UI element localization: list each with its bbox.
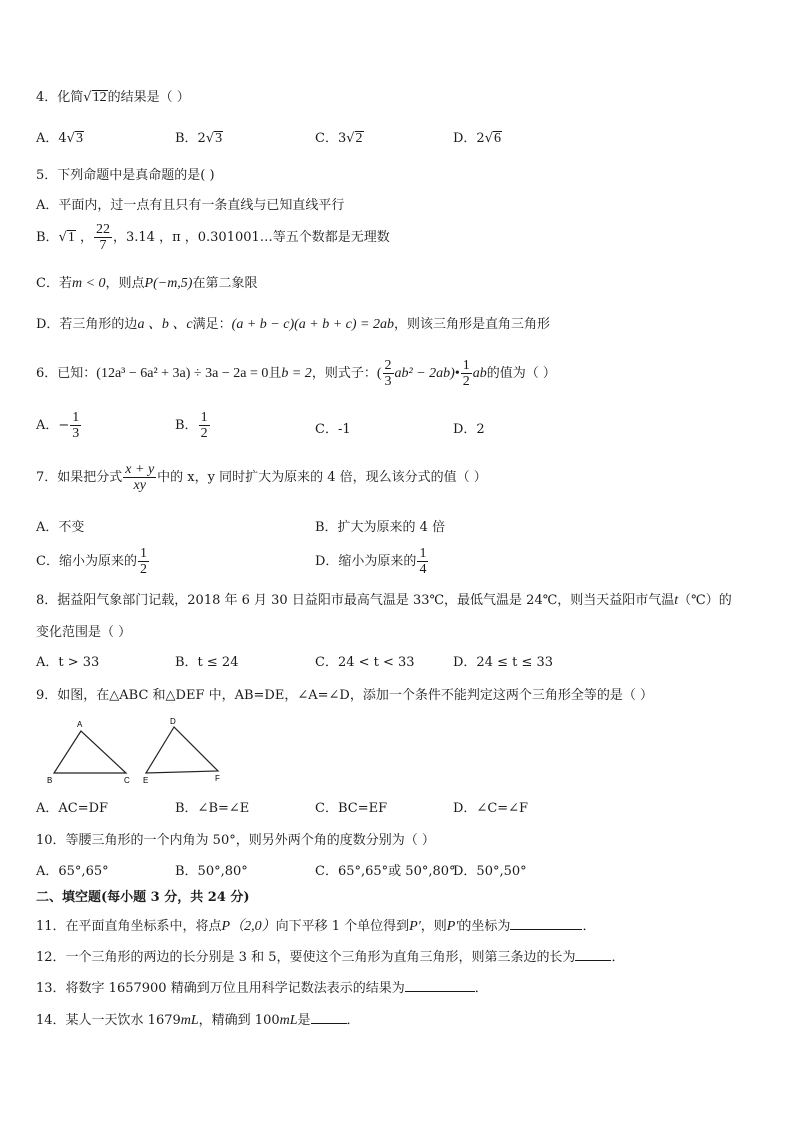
question-12: 12．一个三角形的两边的长分别是 3 和 5，要使这个三角形为直角三角形，则第三条边的长为 ．	[36, 950, 625, 965]
radical-sign: √	[83, 90, 92, 105]
vertex-label-f: F	[215, 774, 220, 783]
q4-text-end: 的结果是（ ）	[107, 90, 190, 105]
q8-option-c: C．24 < t < 33	[315, 655, 415, 670]
question-5-stem: 5．下列命题中是真命题的是( )	[36, 168, 215, 183]
question-14: 14．某人一天饮水 1679mL，精确到 100mL是 ．	[36, 1013, 360, 1028]
q5-option-c: C．若m < 0，则点P(−m,5)在第二象限	[36, 276, 258, 291]
q4-option-c: C．3√2	[315, 131, 363, 146]
q5-option-a: A．平面内，过一点有且只有一条直线与已知直线平行	[36, 198, 345, 213]
q5-option-b: B．√1 ， $\frac{22}{7}$ ，3.14 ，π ，0.301001…等五个数都是无理数	[36, 222, 390, 253]
question-10-stem: 10．等腰三角形的一个内角为 50°，则另外两个角的度数分别为（ ）	[36, 833, 435, 848]
triangle-def	[146, 727, 218, 773]
q7-option-a: A．不变	[36, 520, 85, 535]
question-8-stem: 8．据益阳气象部门记载，2018 年 6 月 30 日益阳市最高气温是 33℃，最低气温是 24℃，则当天益阳市气温t（℃）的	[36, 593, 732, 608]
answer-blank[interactable]	[311, 1011, 347, 1024]
q4-option-a: A．4√3	[36, 131, 83, 146]
q9-option-c: C．BC=EF	[315, 801, 388, 816]
question-9-stem: 9．如图，在△ABC 和△DEF 中，AB=DE，∠A=∠D，添加一个条件不能判定这两个三角形全等的是（ ）	[36, 688, 653, 703]
q8-option-a: A．t > 33	[36, 655, 100, 670]
q8-option-b: B．t ≤ 24	[175, 655, 239, 670]
q9-option-a: A．AC=DF	[36, 801, 109, 816]
vertex-label-d: D	[170, 717, 176, 726]
q7-option-d: D．缩小为原来的 $\frac{1}{4}$	[315, 546, 427, 577]
question-8-stem-line2: 变化范围是（ ）	[36, 625, 132, 640]
fraction: $\frac{x + y}{xy}$	[125, 462, 155, 493]
q4-option-b: B．2√3	[175, 131, 223, 146]
question-11: 11．在平面直角坐标系中，将点P（2,0）向下平移 1 个单位得到P′，则P′的坐标为 ．	[36, 919, 596, 934]
section-heading-fill-in: 二、填空题(每小题 3 分，共 24 分)	[36, 890, 250, 905]
two-triangles-figure	[44, 717, 234, 789]
question-4-stem	[36, 90, 190, 106]
vertex-label-a: A	[77, 720, 83, 729]
q5-option-d: D．若三角形的边a 、b 、c满足：(a + b − c)(a + b + c) = 2ab，则该三角形是直角三角形	[36, 317, 550, 332]
q4-text: 4．化简	[36, 90, 84, 105]
q6-option-a: A．− $\frac{1}{3}$	[36, 410, 80, 441]
vertex-label-e: E	[143, 776, 149, 785]
q4-radicand: 12	[92, 90, 107, 105]
fraction: $\frac{22}{7}$	[96, 222, 110, 253]
answer-blank[interactable]	[575, 948, 611, 961]
q9-option-d: D．∠C=∠F	[453, 801, 529, 816]
q10-option-b: B．50°,80°	[175, 864, 248, 879]
answer-blank[interactable]	[405, 979, 475, 992]
q6-option-c: C．-1	[315, 422, 351, 437]
triangle-abc	[54, 731, 126, 773]
q6-option-b: B． $\frac{1}{2}$	[175, 410, 208, 441]
question-13: 13．将数字 1657900 精确到万位且用科学记数法表示的结果为 ．	[36, 981, 488, 996]
fraction: $\frac{2}{3}$	[384, 358, 392, 389]
question-7-stem: 7．如果把分式 $\frac{x + y}{xy}$ 中的 x，y 同时扩大为原来的 4 倍，现么该分式的值（ ）	[36, 462, 487, 493]
q6-option-d: D．2	[453, 422, 485, 437]
q10-option-a: A．65°,65°	[36, 864, 109, 879]
q10-option-d: D．50°,50°	[453, 864, 527, 879]
vertex-label-b: B	[47, 776, 53, 785]
q8-option-d: D．24 ≤ t ≤ 33	[453, 655, 554, 670]
vertex-label-c: C	[124, 776, 130, 785]
q4-option-d: D．2√6	[453, 131, 501, 146]
q7-option-b: B．扩大为原来的 4 倍	[315, 520, 446, 535]
fraction: $\frac{1}{2}$	[462, 358, 470, 389]
answer-blank[interactable]	[510, 917, 582, 930]
q10-option-c: C．65°,65°或 50°,80°	[315, 864, 456, 879]
question-6-stem: 6．已知：(12a³ − 6a² + 3a) ÷ 3a − 2a = 0且b = 2，则式子：( $\frac{2}{3}$ ab² − 2ab)• $\frac{1}{2}$ ab的值为（ ）	[36, 358, 556, 389]
q7-option-c: C．缩小为原来的 $\frac{1}{2}$	[36, 546, 147, 577]
q9-option-b: B．∠B=∠E	[175, 801, 250, 816]
